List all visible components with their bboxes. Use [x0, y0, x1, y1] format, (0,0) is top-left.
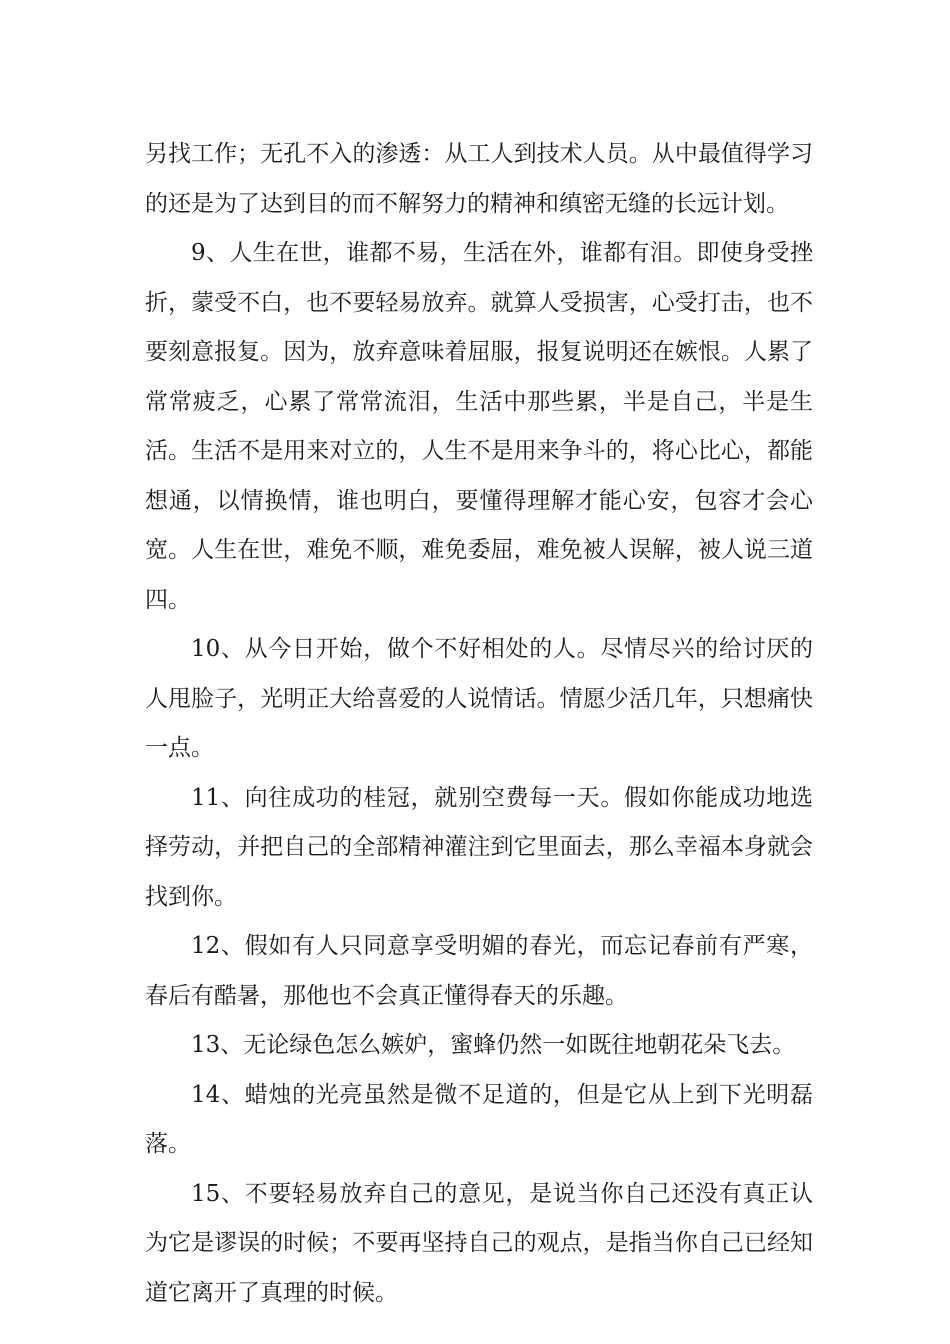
paragraph-item-11: 11、向往成功的桂冠，就别空费每一天。假如你能成功地选择劳动，并把自己的全部精神灌注到它里面去，那么幸福本身就会找到你。	[145, 784, 813, 910]
paragraph-item-14: 14、蜡烛的光亮虽然是微不足道的，但是它从上到下光明磊落。	[145, 1081, 813, 1157]
paragraph-item-9: 9、人生在世，谁都不易，生活在外，谁都有泪。即使身受挫折，蒙受不白，也不要轻易放弃。就算人受损害，心受打击，也不要刻意报复。因为，放弃意味着屈服，报复说明还在嫉恨。人累了常常疲乏，心累了常常流泪，生活中那些累，半是自己，半是生活。生活不是用来对立的，人生不是用来争斗的，将心比心，都能想通，以情换情，谁也明白，要懂得理解才能心安，包容才会心宽。人生在世，难免不顺，难免委屈，难免被人误解，被人说三道四。	[145, 240, 813, 613]
paragraph-item-15: 15、不要轻易放弃自己的意见，是说当你自己还没有真正认为它是谬误的时候；不要再坚持自己的观点，是指当你自己已经知道它离开了真理的时候。	[145, 1180, 813, 1306]
document-body	[145, 130, 813, 1318]
paragraph-item-10: 10、从今日开始，做个不好相处的人。尽情尽兴的给讨厌的人甩脸子，光明正大给喜爱的人说情话。情愿少活几年，只想痛快一点。	[145, 636, 813, 761]
paragraph-item-12: 12、假如有人只同意享受明媚的春光，而忘记春前有严寒，春后有酷暑，那他也不会真正懂得春天的乐趣。	[145, 933, 813, 1009]
paragraph-item-13: 13、无论绿色怎么嫉妒，蜜蜂仍然一如既往地朝花朵飞去。	[191, 1032, 796, 1058]
paragraph-continuation: 另找工作；无孔不入的渗透：从工人到技术人员。从中最值得学习的还是为了达到目的而不解努力的精神和缜密无缝的长远计划。	[145, 141, 813, 217]
